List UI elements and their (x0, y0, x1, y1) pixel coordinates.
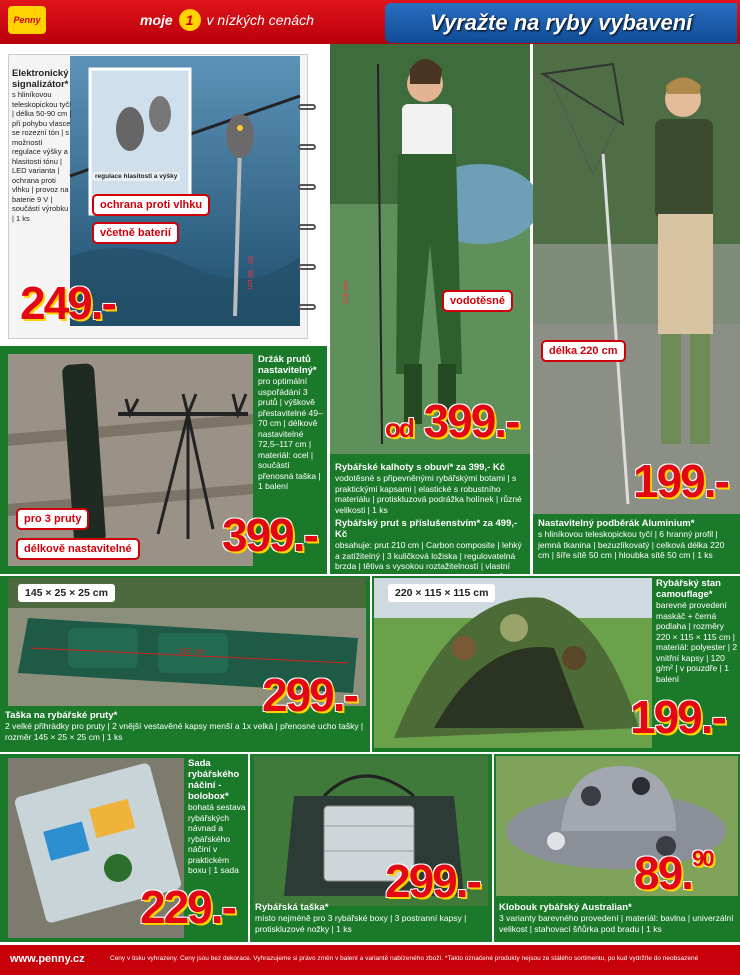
tackle-name: Sada rybářského náčiní - bolobox* (188, 758, 240, 802)
bag-desc: 2 velké přihrádky pro pruty | 2 vnější vestavěné kapsy menší a 1x velká | přenosné ucho tašky | rozměr 145 × 25 × 25 cm | 1 ks (5, 721, 364, 742)
waders-price (385, 394, 518, 448)
waders-photo (330, 44, 530, 454)
tent-dimensions: 220 × 115 × 115 cm (388, 584, 495, 602)
fishbag-name: Rybářská taška* (255, 902, 329, 913)
fishbag-text (255, 902, 487, 934)
net-text (538, 518, 736, 561)
fishbag-price: 299.- (385, 855, 480, 907)
signalizator-price: 249.- (20, 277, 115, 329)
waders-desc: vodotěsné s připevněnými rybářskými botami | s praktickými kapsami | elastické s robustního materiálu | protiskluzová podrážka holínek | různé velikosti | 1 ks (335, 473, 522, 515)
holder-text (258, 354, 324, 492)
tent-panel[interactable] (372, 576, 740, 752)
hat-price (634, 846, 712, 900)
tag-adjustable: délkově nastavitelné (16, 538, 140, 560)
hat-text (499, 902, 737, 934)
price-prefix: od (385, 413, 413, 443)
slogan-suffix: v nízkých cenách (206, 12, 314, 28)
spiral-ring (298, 304, 316, 310)
net-panel[interactable] (533, 44, 740, 574)
tackle-panel[interactable] (0, 754, 248, 942)
spiral-ring (298, 264, 316, 270)
signalizator-panel[interactable] (0, 44, 325, 344)
fishbag-desc: místo nejméně pro 3 rybářské boxy | 3 postranní kapsy | protiskluzové nožky | 1 ks (255, 913, 467, 934)
signalizator-text (12, 68, 72, 223)
footer-fineprint: Ceny v tisku vyhrazeny. Ceny jsou bez dekorace. Vyhrazujeme si právo změn v balení a variantě nabízeného zboží. *Takto označené produkty nejsou ze stálého sortimentu, po kud vydržíte do neobsazené (110, 955, 699, 962)
penny-logo[interactable]: Penny (8, 6, 46, 34)
tent-text (656, 578, 738, 684)
tag-length: délka 220 cm (541, 340, 626, 362)
tackle-text (188, 758, 246, 876)
footer-url[interactable]: www.penny.cz (10, 953, 85, 965)
spiral-ring (298, 184, 316, 190)
page-title: Vyražte na ryby vybavení (385, 3, 737, 43)
bag-price: 299.- (262, 669, 357, 721)
holder-photo (8, 354, 253, 566)
svg-text:145 cm: 145 cm (178, 647, 205, 656)
header-bar (0, 0, 740, 44)
net-price: 199.- (633, 455, 728, 507)
tag-three-rods: pro 3 pruty (16, 508, 89, 530)
bag-dimensions: 145 × 25 × 25 cm (18, 584, 115, 602)
hat-name: Klobouk rybářský Australian* (499, 902, 632, 913)
tent-photo (374, 578, 652, 748)
header-slogan (140, 9, 314, 31)
footer-bar (0, 945, 740, 975)
signalizator-desc: s hliníkovou teleskopickou tyčí | délka 50-90 cm | při pohybu vlasce se rozezní tón | s možností regulace výšky a hlasitosti tónu | LED varianta | ochrana proti vlhku | provoz na baterie 9 V | součástí výrobku | 1 ks (12, 90, 72, 223)
net-name: Nastavitelný podběrák Aluminium* (538, 518, 695, 529)
spiral-ring (298, 144, 316, 150)
signalizator-name: Elektronický signalizátor* (12, 68, 69, 90)
holder-panel[interactable] (0, 346, 327, 574)
svg-text:50 - 90 cm: 50 - 90 cm (246, 256, 253, 290)
tent-price: 199.- (630, 691, 725, 743)
bag-name: Taška na rybářské pruty* (5, 710, 118, 721)
tag-batteries: včetně baterií (92, 222, 179, 244)
spiral-ring (298, 224, 316, 230)
tackle-price: 229.- (140, 881, 235, 933)
waders-text (335, 462, 525, 593)
price-main: 89. (634, 847, 692, 899)
inset-label: regulace hlasitosti a výšky (92, 172, 180, 181)
tag-moisture: ochrana proti vlhku (92, 194, 210, 216)
hat-desc: 3 varianty barevného provedení | materiál: bavlna | univerzální velikost | stahovací šňůrka pod bradu | 1 ks (499, 913, 734, 934)
svg-text:210 cm: 210 cm (343, 281, 350, 304)
fishbag-panel[interactable] (250, 754, 492, 942)
spiral-ring (298, 104, 316, 110)
signalizator-inset (90, 69, 190, 214)
tent-name: Rybářský stan camouflage* (656, 578, 721, 600)
slogan-number: 1 (179, 9, 201, 31)
waders-name: Rybářské kalhoty s obuví* za 399,- Kč (335, 462, 506, 473)
price-cents: 90 (691, 846, 713, 871)
holder-desc: pro optimální uspořádání 3 prutů | výškově přestavitelné 49–70 cm | délkově nastavitelné 72,5–117 cm | materiál: ocel | součástí přenosná taška | 1 balení (258, 376, 323, 491)
bag-text (5, 710, 365, 742)
rod-desc: obsahuje: prut 210 cm | Carbon composite | lehký a zatížitelný | 3 kuličková ložiska | regulovatelná brzda | tětiva s vysokou roztažitelností | vlastní (335, 540, 522, 571)
tackle-desc: bohatá sestava rybářských návnad a rybářského náčiní v praktickém boxu | 1 sada (188, 802, 246, 875)
hat-panel[interactable] (494, 754, 740, 942)
tag-waterproof: vodotěsné (442, 290, 513, 312)
holder-price: 399.- (222, 509, 317, 561)
net-photo (533, 44, 740, 514)
waders-panel[interactable] (330, 44, 530, 574)
bag-panel[interactable] (0, 576, 370, 752)
net-desc: s hliníkovou teleskopickou tyčí | 6 hranný profil | jemná tkanina | bezuzlíkovatý | celková délka 220 cm | šíře sítě 50 cm | hloubka sítě 50 cm | 1 ks (538, 529, 725, 560)
tent-desc: barevné provedení maskáč + černá podlaha | rozměry 220 × 115 × 115 cm | materiál: polyester | 2 vnitřní kapsy | 120 g/m² | v pouzdře | 1 balení (656, 600, 738, 684)
slogan-prefix: moje (140, 12, 173, 28)
rod-name: Rybářský prut s příslušenstvím* za 499,- Kč (335, 518, 518, 540)
price-value: 399.- (423, 395, 519, 447)
holder-name: Držák prutů nastavitelný* (258, 354, 317, 376)
